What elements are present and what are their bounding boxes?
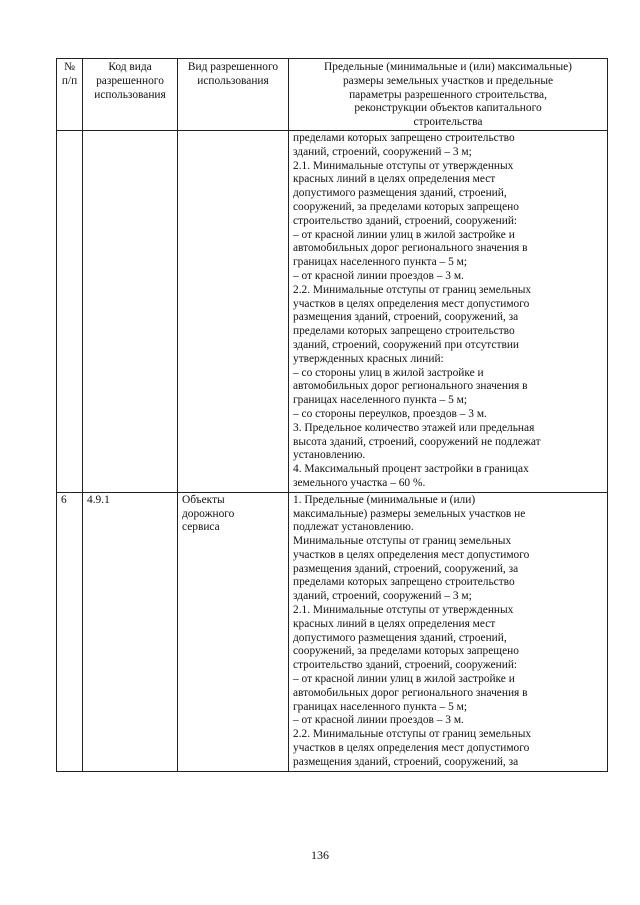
use-code: 4.9.1 [87, 493, 110, 506]
parameter-line: – от красной линии проездов – 3 м. [293, 269, 464, 282]
parameter-line: подлежат установлению. [293, 521, 414, 534]
parameter-line: пределами которых запрещено строительство [293, 576, 515, 589]
parameter-line: размещения зданий, строений, сооружений, за [293, 755, 519, 768]
parameter-line: утвержденных красных линий: [293, 352, 444, 365]
parameter-line: – со стороны переулков, проездов – 3 м. [293, 407, 487, 420]
parameter-line: допустимого размещения зданий, строений, [293, 631, 507, 644]
header-line: использования [94, 88, 166, 101]
parameter-line: красных линий в целях определения мест [293, 173, 496, 186]
parameters-cell [289, 130, 608, 492]
use-type-cell [178, 492, 289, 771]
parameters-cell [289, 492, 608, 771]
parameter-line: земельного участка – 60 %. [293, 476, 426, 489]
parameter-line: установлению. [293, 449, 366, 462]
parameter-line: 2.2. Минимальные отступы от границ земельных [293, 728, 532, 741]
parameter-line: – от красной линии улиц в жилой застройке и [293, 673, 515, 686]
parameter-line: участков в целях определения мест допустимого [293, 297, 530, 310]
use-type-line: дорожного [182, 507, 235, 520]
parameter-line: пределами которых запрещено строительство [293, 325, 515, 338]
use-type-line: Объекты [182, 493, 225, 506]
land-use-regulations-table [56, 58, 608, 772]
header-line: Вид разрешенного [187, 61, 279, 73]
row-number-cell [57, 130, 83, 492]
parameter-line: размещения зданий, строений, сооружений, за [293, 562, 519, 575]
parameter-line: высота зданий, строений, сооружений не подлежат [293, 435, 541, 448]
header-line: параметры разрешенного строительства, [349, 88, 547, 101]
header-parameters [289, 59, 608, 131]
table-row [57, 492, 608, 771]
parameter-line: пределами которых запрещено строительство [293, 131, 515, 144]
parameter-line: красных линий в целях определения мест [293, 617, 496, 630]
row-number-cell [57, 492, 83, 771]
parameter-line: – от красной линии проездов – 3 м. [293, 714, 464, 727]
header-line: п/п [61, 74, 78, 87]
parameter-line: зданий, строений, сооружений – 3 м; [293, 590, 472, 603]
parameter-line: 2.1. Минимальные отступы от утвержденных [293, 604, 514, 617]
parameter-line: сооружений, за пределами которых запрещено [293, 200, 519, 213]
table-row [57, 130, 608, 492]
page-number: 136 [311, 848, 329, 862]
header-code [83, 59, 178, 131]
parameter-line: 2.2. Минимальные отступы от границ земельных [293, 283, 532, 296]
header-line: разрешенного [96, 74, 164, 87]
parameter-line: – со стороны улиц в жилой застройке и [293, 366, 484, 379]
parameter-line: границах населенного пункта – 5 м; [293, 700, 468, 713]
parameter-line: – от красной линии улиц в жилой застройке и [293, 228, 515, 241]
header-line: использования [197, 74, 269, 87]
header-use-type [178, 59, 289, 131]
parameter-line: автомобильных дорог регионального значения в [293, 242, 528, 255]
parameter-line: максимальные) размеры земельных участков не [293, 507, 526, 520]
header-line: Предельные (минимальные и (или) максимальные) [324, 61, 572, 73]
header-line: Код вида [108, 61, 152, 73]
use-type-cell [178, 130, 289, 492]
table-header-row [57, 59, 608, 131]
parameter-line: сооружений, за пределами которых запрещено [293, 645, 519, 658]
parameter-line: границах населенного пункта – 5 м; [293, 256, 468, 269]
parameter-line: границах населенного пункта – 5 м; [293, 394, 468, 407]
parameter-line: 3. Предельное количество этажей или предельная [293, 421, 535, 434]
parameter-line: строительство зданий, строений, сооружений: [293, 659, 518, 672]
code-cell [83, 492, 178, 771]
parameter-line: 2.1. Минимальные отступы от утвержденных [293, 159, 514, 172]
parameter-line: допустимого размещения зданий, строений, [293, 187, 507, 200]
parameter-line: зданий, строений, сооружений при отсутствии [293, 338, 520, 351]
parameter-line: Минимальные отступы от границ земельных [293, 535, 512, 548]
header-line: реконструкции объектов капитального [354, 102, 542, 115]
use-type-line: сервиса [182, 521, 220, 534]
code-cell [83, 130, 178, 492]
header-line: № [64, 61, 75, 73]
parameter-line: участков в целях определения мест допустимого [293, 548, 530, 561]
parameter-line: 4. Максимальный процент застройки в границах [293, 463, 529, 476]
parameter-line: зданий, строений, сооружений – 3 м; [293, 145, 472, 158]
parameter-line: 1. Предельные (минимальные и (или) [293, 493, 476, 506]
parameter-line: участков в целях определения мест допустимого [293, 742, 530, 755]
parameter-line: автомобильных дорог регионального значения в [293, 380, 528, 393]
header-number [57, 59, 83, 131]
parameter-line: автомобильных дорог регионального значения в [293, 686, 528, 699]
header-line: строительства [413, 116, 483, 129]
parameter-line: строительство зданий, строений, сооружений: [293, 214, 518, 227]
row-number: 6 [61, 493, 67, 506]
header-line: размеры земельных участков и предельные [342, 74, 554, 87]
parameter-line: размещения зданий, строений, сооружений, за [293, 311, 519, 324]
